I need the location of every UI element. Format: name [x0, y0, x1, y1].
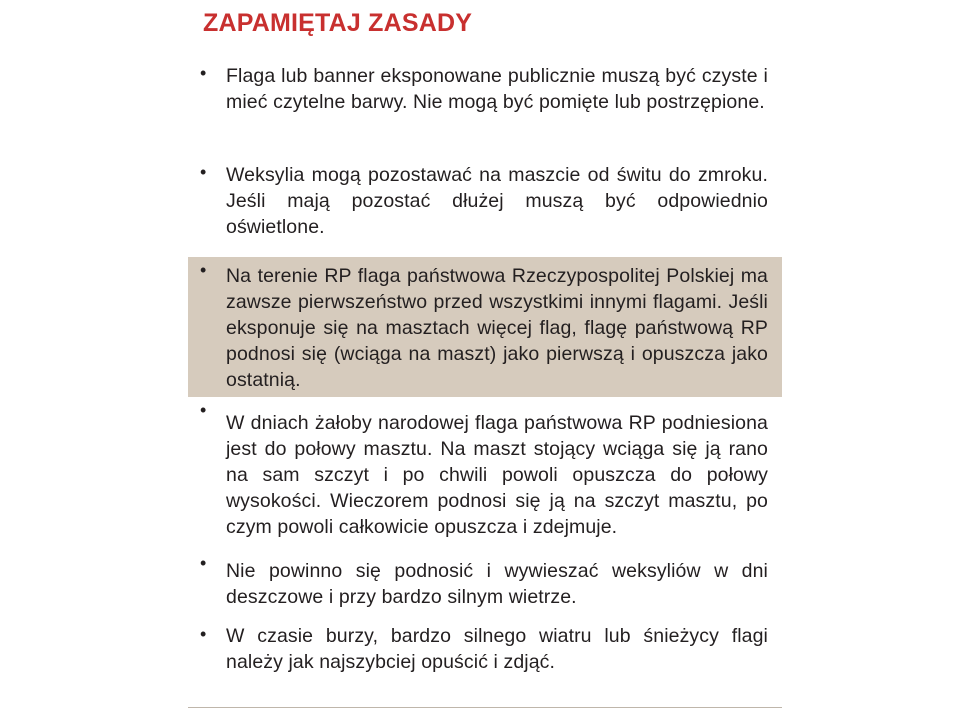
rule-item-5: [188, 550, 782, 621]
rule-text-4: W dniach żałoby narodowej flaga państwowa RP podniesiona jest do połowy masztu. Na maszt stojący wciąga się ją rano na sam szczyt i po chwili powoli opuszcza do połowy wysokości. Wieczorem podnosi się ją na szczyt masztu, po czym powoli całkowicie opuszcza i zdejmuje.: [226, 412, 768, 538]
rule-text-1: Flaga lub banner eksponowane publicznie muszą być czyste i mieć czytelne barwy. Nie mogą być pomięte lub postrzępione.: [226, 65, 768, 113]
rules-list: [188, 60, 782, 681]
rule-item-2: [188, 159, 782, 257]
rule-item-1: [188, 60, 782, 159]
rule-item-4: [188, 397, 782, 550]
bullet-icon: •: [200, 400, 207, 420]
bullet-icon: •: [200, 162, 207, 182]
page-title: ZAPAMIĘTAJ ZASADY: [203, 9, 473, 37]
rule-item-6: [188, 621, 782, 681]
bullet-icon: •: [200, 260, 207, 280]
rule-item-3-highlighted: [188, 257, 782, 397]
rule-text-2: Weksylia mogą pozostawać na maszcie od świtu do zmroku. Jeśli mają pozostać dłużej muszą być odpowiednio oświetlone.: [226, 164, 768, 238]
bullet-icon: •: [200, 553, 207, 573]
bottom-divider: [188, 707, 782, 708]
bullet-icon: •: [200, 63, 207, 83]
rule-text-5: Nie powinno się podnosić i wywieszać weksyliów w dni deszczowe i przy bardzo silnym wietrze.: [226, 560, 768, 608]
rule-text-6: W czasie burzy, bardzo silnego wiatru lub śnieżycy flagi należy jak najszybciej opuścić i zdjąć.: [226, 625, 768, 673]
bullet-icon: •: [200, 624, 207, 644]
rule-text-3: Na terenie RP flaga państwowa Rzeczypospolitej Polskiej ma zawsze pierwszeństwo przed wszystkimi innymi flagami. Jeśli eksponuje się na masztach więcej flag, flagę państwową RP podnosi się (wciąga na maszt) jako pierwszą i opuszcza jako ostatnią.: [226, 265, 768, 391]
